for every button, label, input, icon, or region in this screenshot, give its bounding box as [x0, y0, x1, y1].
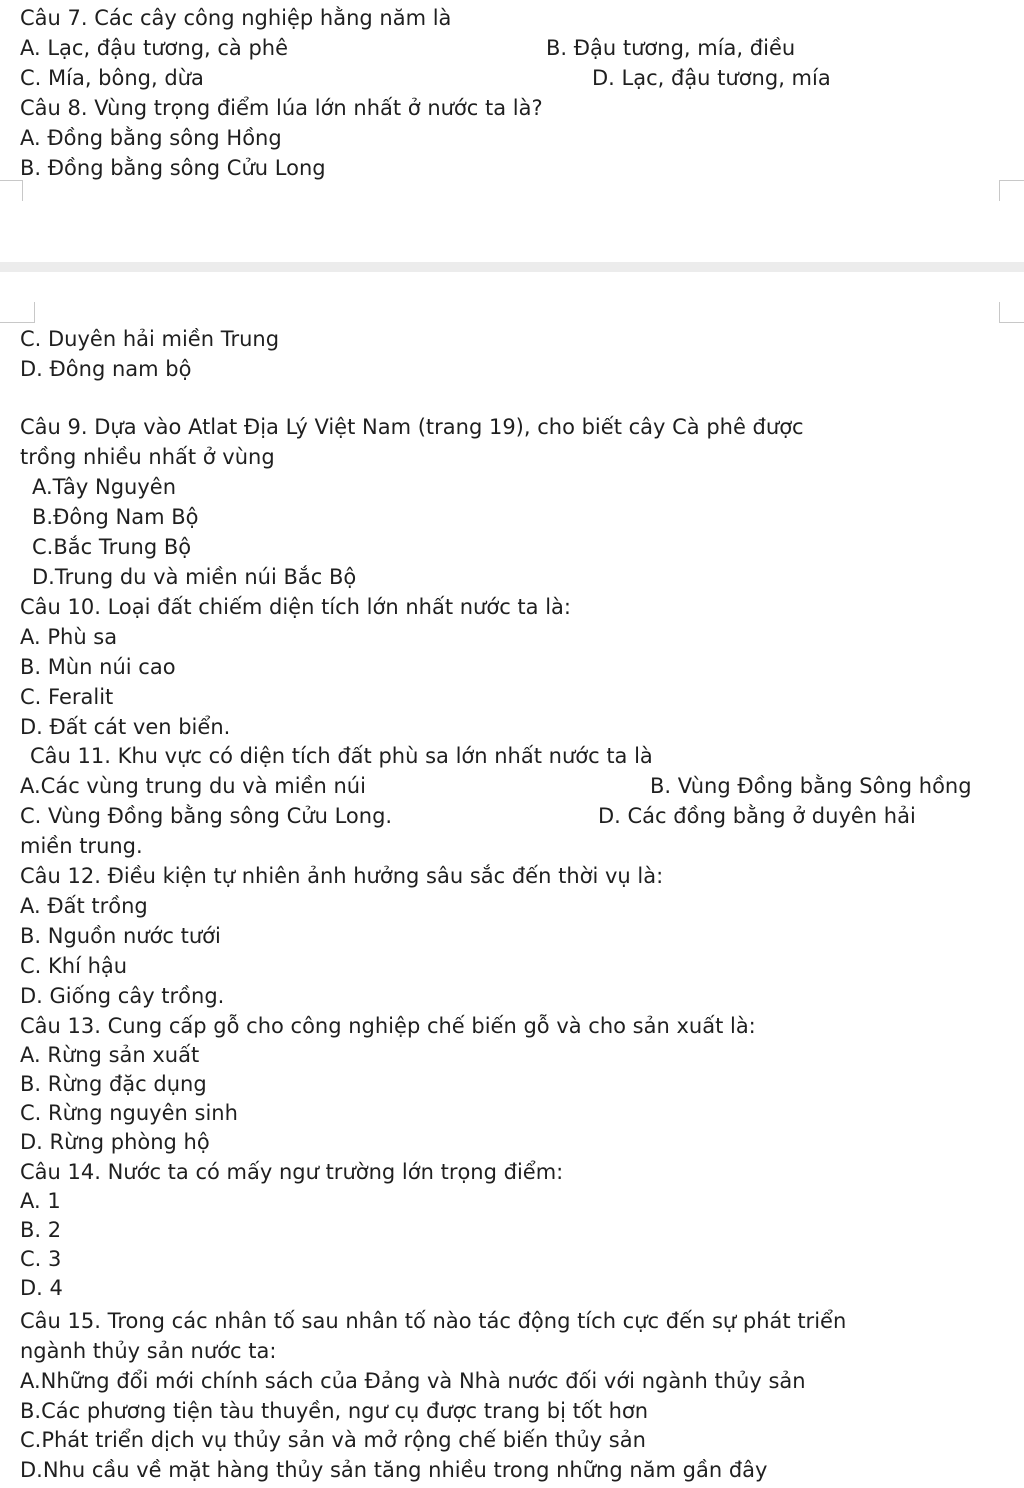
option-11d-continued-row [0, 831, 1024, 861]
page-break-divider [0, 262, 1024, 272]
option-13d: D. Rừng phòng hộ [20, 1130, 210, 1154]
option-14d: D. 4 [20, 1276, 63, 1300]
question-13 [0, 1011, 1024, 1041]
option-8a: A. Đồng bằng sông Hồng [20, 126, 282, 150]
question-13-text: Câu 13. Cung cấp gỗ cho công nghiệp chế biến gỗ và cho sản xuất là: [20, 1014, 756, 1038]
question-15-line-1 [0, 1306, 1024, 1336]
option-9d-row [0, 562, 1024, 592]
option-12a: A. Đất trồng [20, 894, 148, 918]
question-14-text: Câu 14. Nước ta có mấy ngư trường lớn trọng điểm: [20, 1160, 564, 1184]
option-10b: B. Mùn núi cao [20, 655, 176, 679]
option-15c-row [0, 1425, 1024, 1455]
question-9-text-1: Câu 9. Dựa vào Atlat Địa Lý Việt Nam (trang 19), cho biết cây Cà phê được [20, 415, 804, 439]
option-15d: D.Nhu cầu về mặt hàng thủy sản tăng nhiều trong những năm gần đây [20, 1458, 768, 1482]
option-9c: C.Bắc Trung Bộ [32, 535, 192, 559]
option-12b-row [0, 921, 1024, 951]
question-8-text: Câu 8. Vùng trọng điểm lúa lớn nhất ở nước ta là? [20, 96, 543, 120]
option-11b: B. Vùng Đồng bằng Sông hồng [650, 774, 972, 798]
question-9-text-2: trồng nhiều nhất ở vùng [20, 445, 275, 469]
option-8b: B. Đồng bằng sông Cửu Long [20, 156, 326, 180]
option-10c-row [0, 682, 1024, 712]
option-14b: B. 2 [20, 1218, 62, 1242]
question-7-options-row-1 [0, 33, 1024, 63]
question-12-text: Câu 12. Điều kiện tự nhiên ảnh hưởng sâu sắc đến thời vụ là: [20, 864, 664, 888]
question-11-text: Câu 11. Khu vực có diện tích đất phù sa lớn nhất nước ta là [30, 744, 653, 768]
question-11 [0, 741, 1024, 771]
question-9-line-2 [0, 442, 1024, 472]
option-15a: A.Những đổi mới chính sách của Đảng và Nhà nước đối với ngành thủy sản [20, 1369, 806, 1393]
option-10c: C. Feralit [20, 685, 114, 709]
option-13d-row [0, 1127, 1024, 1157]
option-9a-row [0, 472, 1024, 502]
question-15-text-1: Câu 15. Trong các nhân tố sau nhân tố nào tác động tích cực đến sự phát triển [20, 1309, 847, 1333]
option-12a-row [0, 891, 1024, 921]
option-12c: C. Khí hậu [20, 954, 128, 978]
crop-mark-bottom-left [0, 302, 35, 323]
question-7 [0, 3, 1024, 33]
option-11d-continued: miền trung. [20, 834, 143, 858]
option-7a: A. Lạc, đậu tương, cà phê [20, 36, 289, 60]
option-9c-row [0, 532, 1024, 562]
option-10a: A. Phù sa [20, 625, 118, 649]
option-9d: D.Trung du và miền núi Bắc Bộ [32, 565, 357, 589]
option-13c: C. Rừng nguyên sinh [20, 1101, 238, 1125]
option-13c-row [0, 1098, 1024, 1128]
option-8a-row [0, 123, 1024, 153]
option-9b: B.Đông Nam Bộ [32, 505, 199, 529]
option-12c-row [0, 951, 1024, 981]
option-8d: D. Đông nam bộ [20, 357, 192, 381]
option-12d-row [0, 981, 1024, 1011]
option-9b-row [0, 502, 1024, 532]
question-11-options-row-1 [0, 771, 1024, 801]
option-12b: B. Nguồn nước tưới [20, 924, 221, 948]
option-14a: A. 1 [20, 1189, 61, 1213]
question-15-text-2: ngành thủy sản nước ta: [20, 1339, 277, 1363]
option-13b-row [0, 1069, 1024, 1099]
option-10d: D. Đất cát ven biển. [20, 715, 231, 739]
question-7-options-row-2 [0, 63, 1024, 93]
option-15b-row [0, 1396, 1024, 1426]
crop-mark-top-left [0, 180, 23, 201]
option-13a: A. Rừng sản xuất [20, 1043, 200, 1067]
crop-mark-bottom-right [999, 302, 1024, 323]
option-11a: A.Các vùng trung du và miền núi [20, 774, 366, 798]
option-10d-row [0, 712, 1024, 742]
option-14b-row [0, 1215, 1024, 1245]
option-7d: D. Lạc, đậu tương, mía [592, 66, 831, 90]
option-15a-row [0, 1366, 1024, 1396]
option-14c-row [0, 1244, 1024, 1274]
question-12 [0, 861, 1024, 891]
option-10b-row [0, 652, 1024, 682]
option-9a: A.Tây Nguyên [32, 475, 177, 499]
option-11d: D. Các đồng bằng ở duyên hải [598, 804, 916, 828]
option-14c: C. 3 [20, 1247, 62, 1271]
option-10a-row [0, 622, 1024, 652]
option-13b: B. Rừng đặc dụng [20, 1072, 207, 1096]
option-14d-row [0, 1273, 1024, 1303]
option-7c: C. Mía, bông, dừa [20, 66, 204, 90]
question-7-text: Câu 7. Các cây công nghiệp hằng năm là [20, 6, 452, 30]
option-12d: D. Giống cây trồng. [20, 984, 225, 1008]
question-10 [0, 592, 1024, 622]
question-8 [0, 93, 1024, 123]
question-11-options-row-2 [0, 801, 1024, 831]
option-8b-row [0, 153, 1024, 183]
option-8c: C. Duyên hải miền Trung [20, 327, 280, 351]
crop-mark-top-right [999, 180, 1024, 201]
option-15c: C.Phát triển dịch vụ thủy sản và mở rộng chế biến thủy sản [20, 1428, 646, 1452]
option-15b: B.Các phương tiện tàu thuyền, ngư cụ được trang bị tốt hơn [20, 1399, 649, 1423]
question-10-text: Câu 10. Loại đất chiếm diện tích lớn nhất nước ta là: [20, 595, 571, 619]
question-15-line-2 [0, 1336, 1024, 1366]
option-13a-row [0, 1040, 1024, 1070]
option-8c-row [0, 324, 1024, 354]
question-9-line-1 [0, 412, 1024, 442]
option-15d-row [0, 1455, 1024, 1485]
option-11c: C. Vùng Đồng bằng sông Cửu Long. [20, 804, 393, 828]
option-14a-row [0, 1186, 1024, 1216]
option-8d-row [0, 354, 1024, 384]
option-7b: B. Đậu tương, mía, điều [546, 36, 796, 60]
question-14 [0, 1157, 1024, 1187]
